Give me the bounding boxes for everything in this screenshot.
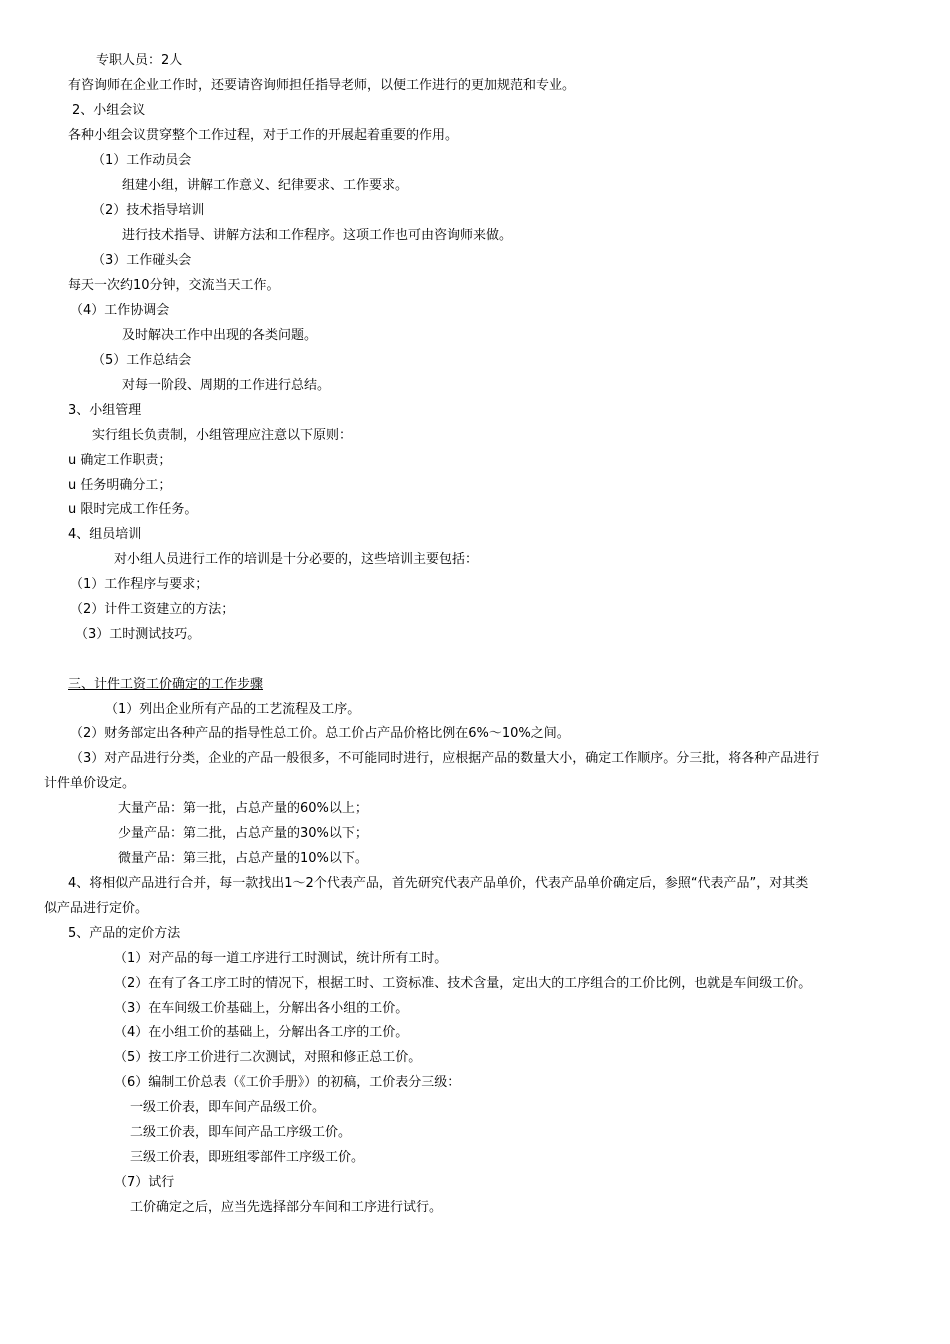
list-item: （6）编制工价总表（《工价手册》）的初稿，工价表分三级： <box>114 1075 461 1090</box>
list-item: （1）工作程序与要求； <box>70 577 209 592</box>
bullet-item: u 限时完成工作任务。 <box>68 502 198 517</box>
text-line: 进行技术指导、讲解方法和工作程序。这项工作也可由咨询师来做。 <box>122 228 513 243</box>
list-item: （3）对产品进行分类，企业的产品一般很多，不可能同时进行，应根据产品的数量大小，确定工作顺序。分三批，将各种产品进行 <box>70 751 820 766</box>
list-item: （2）在有了各工序工时的情况下，根据工时、工资标准、技术含量，定出大的工序组合的工价比例，也就是车间级工价。 <box>114 976 812 991</box>
text-line: 一级工价表，即车间产品级工价。 <box>130 1100 326 1115</box>
list-item: （5）按工序工价进行二次测试，对照和修正总工价。 <box>114 1050 422 1065</box>
section-heading: 3、小组管理 <box>68 403 142 418</box>
text-line: 工价确定之后，应当先选择部分车间和工序进行试行。 <box>130 1200 443 1215</box>
list-item: （3）工时测试技巧。 <box>75 627 201 642</box>
text-line: 微量产品：第三批，占总产量的10%以下。 <box>118 851 368 866</box>
text-line: 组建小组，讲解工作意义、纪律要求、工作要求。 <box>122 178 409 193</box>
text-line: 对小组人员进行工作的培训是十分必要的，这些培训主要包括： <box>114 552 479 567</box>
list-item: （4）工作协调会 <box>70 303 170 318</box>
text-line: 大量产品：第一批，占总产量的60%以上； <box>118 801 368 816</box>
text-line: 每天一次约10分钟，交流当天工作。 <box>68 278 280 293</box>
list-item: （3）在车间级工价基础上，分解出各小组的工价。 <box>114 1001 409 1016</box>
text-line: 有咨询师在企业工作时，还要请咨询师担任指导老师，以便工作进行的更加规范和专业。 <box>68 78 576 93</box>
list-item: （4）在小组工价的基础上，分解出各工序的工价。 <box>114 1025 409 1040</box>
text-line: 各种小组会议贯穿整个工作过程，对于工作的开展起着重要的作用。 <box>68 128 459 143</box>
list-item: （1）对产品的每一道工序进行工时测试，统计所有工时。 <box>114 951 448 966</box>
bullet-item: u 任务明确分工； <box>68 478 172 493</box>
text-line: 二级工价表，即车间产品工序级工价。 <box>130 1125 352 1140</box>
text-line: 及时解决工作中出现的各类问题。 <box>122 328 318 343</box>
text-line: 4、将相似产品进行合并，每一款找出1～2个代表产品，首先研究代表产品单价，代表产品单价确定后，参照“代表产品”，对其类 <box>68 876 809 891</box>
list-item: （1）列出企业所有产品的工艺流程及工序。 <box>105 702 361 717</box>
section-heading: 2、小组会议 <box>72 103 146 118</box>
list-item: （1）工作动员会 <box>92 153 192 168</box>
list-item: （5）工作总结会 <box>92 353 192 368</box>
chapter-heading: 三、计件工资工价确定的工作步骤 <box>68 677 264 692</box>
section-heading: 4、组员培训 <box>68 527 142 542</box>
text-line: 对每一阶段、周期的工作进行总结。 <box>122 378 331 393</box>
list-item: （3）工作碰头会 <box>92 253 192 268</box>
bullet-item: u 确定工作职责； <box>68 453 172 468</box>
text-line: 计件单价设定。 <box>44 776 136 791</box>
text-line: 似产品进行定价。 <box>44 901 149 916</box>
text-line: 专职人员：2人 <box>96 53 183 68</box>
list-item: （7）试行 <box>114 1175 175 1190</box>
text-line: 三级工价表，即班组零部件工序级工价。 <box>130 1150 365 1165</box>
text-line: 实行组长负责制，小组管理应注意以下原则： <box>92 428 353 443</box>
list-item: （2）技术指导培训 <box>92 203 205 218</box>
text-line: 少量产品：第二批，占总产量的30%以下； <box>118 826 368 841</box>
section-heading: 5、产品的定价方法 <box>68 926 181 941</box>
list-item: （2）财务部定出各种产品的指导性总工价。总工价占产品价格比例在6%～10%之间。 <box>70 726 570 741</box>
list-item: （2）计件工资建立的方法； <box>70 602 235 617</box>
